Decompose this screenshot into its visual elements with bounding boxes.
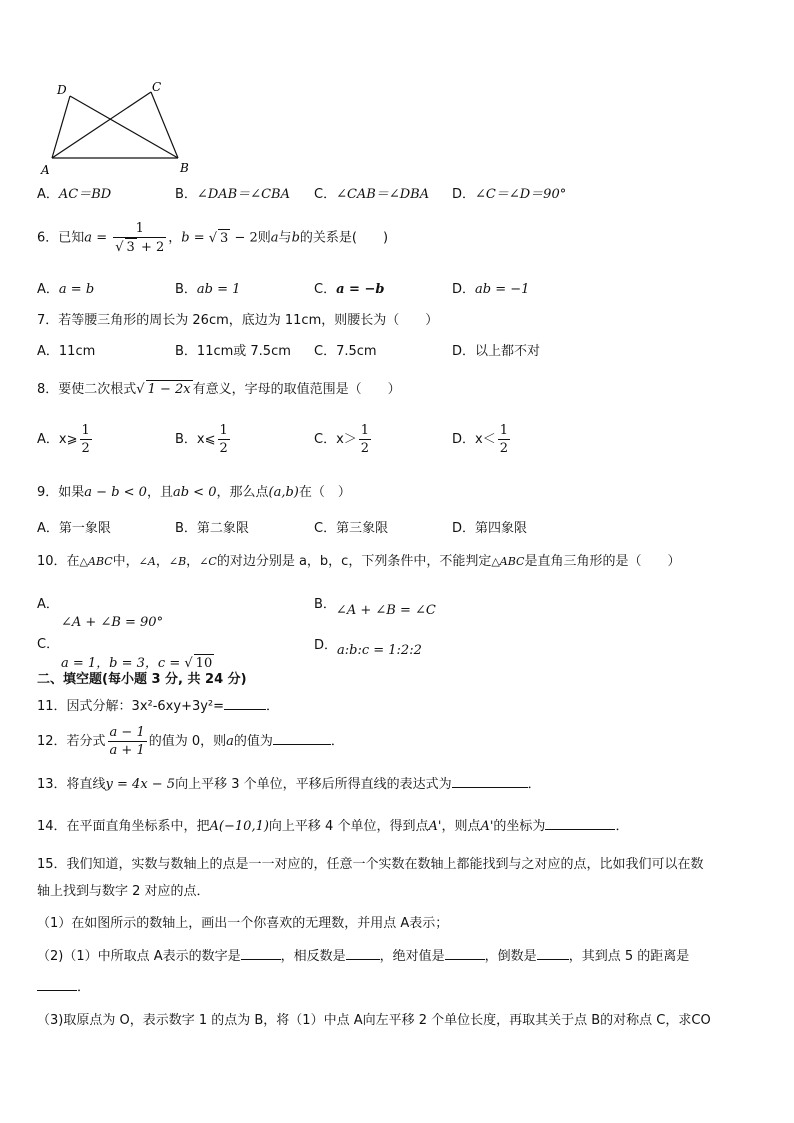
q15-blank-number[interactable] bbox=[241, 947, 281, 960]
q5-option-a: A．AC＝BD bbox=[37, 187, 112, 202]
q15-blank-reciprocal[interactable] bbox=[537, 947, 569, 960]
q15-line2: 轴上找到与数字 2 对应的点． bbox=[37, 884, 210, 899]
q6-option-a: A．a = b bbox=[37, 282, 95, 297]
q11-answer-blank[interactable] bbox=[224, 697, 266, 710]
q10-option-a: A． ∠A + ∠B = 90° bbox=[37, 597, 164, 630]
q5-option-c: C．∠CAB＝∠DBA bbox=[314, 187, 430, 202]
q6-option-b: B．ab = 1 bbox=[175, 282, 241, 297]
q14-answer-blank[interactable] bbox=[545, 817, 615, 830]
q10-option-d: D．a:b:c = 1:2:2 bbox=[314, 638, 422, 658]
q7-option-a: A．11cm bbox=[37, 344, 96, 359]
q6-fraction: $\frac{1}{√ 3 + 2}$ bbox=[115, 221, 165, 255]
q12-answer-blank[interactable] bbox=[273, 732, 331, 745]
q11-stem: 11．因式分解：3x²-6xy+3y²= ． bbox=[37, 699, 280, 714]
q15-part2-cont: ． bbox=[37, 978, 90, 997]
q15-blank-distance[interactable] bbox=[37, 978, 77, 991]
q14-stem: 14．在平面直角坐标系中，把A(−10,1)向上平移 4 个单位，得到点A'，则点A'的坐标为 ． bbox=[37, 819, 629, 834]
q15-part1: （1）在如图所示的数轴上，画出一个你喜欢的无理数，并用点 A表示； bbox=[37, 916, 449, 931]
q10-option-c: C． a = 1，b = 3，c = √ 10 bbox=[37, 637, 213, 671]
q12-stem: 12．若分式 $\frac{a - 1}{a + 1}$ 的值为 0，则a的值为 ． bbox=[37, 725, 344, 758]
q8-option-a: A．x⩾ $\frac{1}{2}$ bbox=[37, 423, 90, 456]
q15-blank-absolute[interactable] bbox=[445, 947, 485, 960]
q9-option-d: D．第四象限 bbox=[452, 521, 528, 536]
label-A: A bbox=[41, 163, 50, 177]
q10-option-b: B．∠A + ∠B = ∠C bbox=[314, 597, 436, 618]
q6-option-d: D．ab = −1 bbox=[452, 282, 530, 297]
label-C: C bbox=[152, 80, 162, 94]
q7-stem: 7．若等腰三角形的周长为 26cm，底边为 11cm，则腰长为（ ） bbox=[37, 313, 439, 328]
q8-option-b: B．x⩽ $\frac{1}{2}$ bbox=[175, 423, 228, 456]
q9-option-b: B．第二象限 bbox=[175, 521, 249, 536]
q9-option-c: C．第三象限 bbox=[314, 521, 389, 536]
q5-option-d: D．∠C＝∠D＝90° bbox=[452, 187, 567, 202]
q9-stem: 9．如果a − b < 0，且ab < 0，那么点(a,b)在（ ） bbox=[37, 485, 351, 500]
q15-blank-opposite[interactable] bbox=[346, 947, 380, 960]
q5-option-b: B．∠DAB＝∠CBA bbox=[175, 187, 290, 202]
q8-stem: 8．要使二次根式√ 1 − 2x 有意义，字母的取值范围是（ ） bbox=[37, 382, 401, 397]
q7-option-c: C．7.5cm bbox=[314, 344, 377, 359]
q6-stem: 6．已知a = $\frac{1}{√ 3 + 2}$ ，b = √ 3 − 2则a与b的关系是( ) bbox=[37, 221, 389, 255]
q9-option-a: A．第一象限 bbox=[37, 521, 111, 536]
section-2-title: 二、填空题(每小题 3 分, 共 24 分) bbox=[37, 672, 247, 687]
label-B: B bbox=[180, 161, 189, 175]
q15-line1: 15．我们知道，实数与数轴上的点是一一对应的，任意一个实数在数轴上都能找到与之对应的点，比如我们可以在数 bbox=[37, 857, 704, 872]
geometry-figure bbox=[40, 78, 200, 178]
q15-part3: （3)取原点为 O，表示数字 1 的点为 B，将（1）中点 A向左平移 2 个单位长度，再取其关于点 B的对称点 C，求CO bbox=[37, 1013, 711, 1028]
q8-option-d: D．x＜ $\frac{1}{2}$ bbox=[452, 423, 508, 456]
q7-option-b: B．11cm或 7.5cm bbox=[175, 344, 291, 359]
q15-part2: （2)（1）中所取点 A表示的数字是 ，相反数是 ，绝对值是 ，倒数是 ，其到点 5 的距离是 bbox=[37, 949, 690, 964]
label-D: D bbox=[57, 83, 67, 97]
q8-option-c: C．x＞ $\frac{1}{2}$ bbox=[314, 423, 370, 456]
q13-answer-blank[interactable] bbox=[452, 775, 528, 788]
q6-option-c: C．a = −b bbox=[314, 282, 385, 297]
q10-stem: 10．在△ABC中，∠A，∠B，∠C的对边分别是 a，b，c，下列条件中，不能判定△ABC是直角三角形的是（ ） bbox=[37, 554, 681, 569]
q13-stem: 13．将直线y = 4x − 5向上平移 3 个单位，平移后所得直线的表达式为 ． bbox=[37, 777, 541, 792]
q7-option-d: D．以上都不对 bbox=[452, 344, 541, 359]
